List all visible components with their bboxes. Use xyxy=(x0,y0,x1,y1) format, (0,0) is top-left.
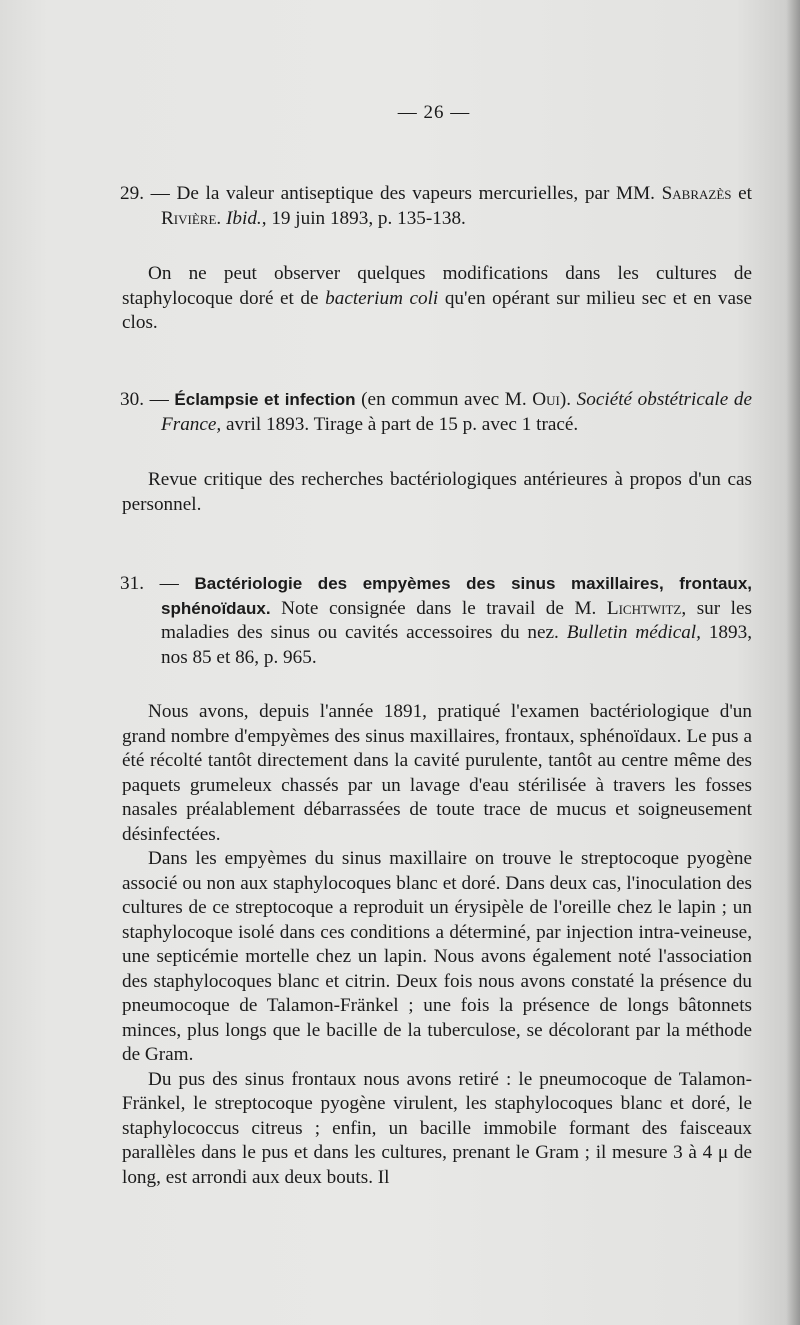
entry-number: 31. xyxy=(120,573,144,594)
publication-details: avril 1893. Tirage à part de 15 p. avec 1 tracé. xyxy=(221,413,579,435)
entry-31-body xyxy=(122,700,752,1190)
entry-29-summary: On ne peut observer quelques modifications dans les cultures de staphylocoque doré et de bacterium coli qu'en opérant sur milieu sec et en vase clos. xyxy=(122,263,753,333)
publication-details: 1893, nos 85 et 86, p. 965. xyxy=(161,622,753,668)
publication-name: Société obstétricale de France, xyxy=(161,389,752,435)
paragraph: Du pus des sinus frontaux nous avons retiré : le pneumocoque de Talamon-Fränkel, le streptocoque pyogène virulent, les staphylocoques blanc et doré, le staphylococcus citreus ; enfin, un bacille immobile formant des faisceaux parallèles dans le pus et dans les cultures, prenant le Gram ; il mesure 3 à 4 μ de long, est arrondi aux deux bouts. Il xyxy=(122,1068,752,1188)
entry-30-reference: 30. — Éclampsie et infection (en commun avec M. Oui). Société obstétricale de France, avril 1893. Tirage à part de 15 p. avec 1 tracé. xyxy=(120,389,752,435)
author-name: Lichtwitz xyxy=(606,597,682,619)
entry-title: Bactériologie des empyèmes des sinus maxillaires, frontaux, sphénoïdaux. xyxy=(161,574,752,618)
paragraph: Nous avons, depuis l'année 1891, pratiqué l'examen bactériologique d'un grand nombre d'empyèmes des sinus maxillaires, frontaux, sphénoïdaux. Le pus a été récolté tantôt directement dans la cavité purulente, tantôt au centre même des paquets grumeleux chassés par un lavage d'eau stérilisée à travers les fosses nasales préalablement débarrassées de toute trace de mucus et soigneusement désinfectées. xyxy=(122,701,752,845)
author-name: Sabrazès xyxy=(661,183,732,204)
author-name: Rivière xyxy=(161,207,217,229)
page-number: — 26 — xyxy=(397,102,471,123)
author-name: Oui xyxy=(532,389,560,410)
entry-title: De la valeur antiseptique des vapeurs mercurielles, par MM. xyxy=(176,183,655,204)
page-edge-shadow xyxy=(786,0,800,1325)
entry-title: Éclampsie et infection xyxy=(174,390,356,409)
entry-31-reference: 31. — Bactériologie des empyèmes des sinus maxillaires, frontaux, sphénoïdaux. Note consignée dans le travail de M. Lichtwitz, sur les maladies des sinus ou cavités accessoires du nez. Bulletin médical, 1893, nos 85 et 86, p. 965. xyxy=(120,573,753,668)
publication-name: Ibid. xyxy=(226,207,262,229)
entry-29-reference: 29. — De la valeur antiseptique des vapeurs mercurielles, par MM. Sabrazès et Rivière. Ibid., 19 juin 1893, p. 135-138. xyxy=(120,183,753,229)
entry-number: 30. xyxy=(120,389,144,410)
entry-30-summary: Revue critique des recherches bactériologiques antérieures à propos d'un cas personnel. xyxy=(122,469,752,515)
publication-details: , 19 juin 1893, p. 135-138. xyxy=(261,207,466,229)
paragraph: Dans les empyèmes du sinus maxillaire on trouve le streptocoque pyogène associé ou non aux staphylocoques blanc et doré. Dans deux cas, l'inoculation des cultures de ce streptocoque a reproduit un érysipèle de l'oreille chez le lapin ; un staphylocoque isolé dans ces conditions a déterminé, par injection intra-veineuse, une septicémie mortelle chez un lapin. Nous avons également noté l'association des staphylocoques blanc et citrin. Deux fois nous avons constaté la présence du pneumocoque de Talamon-Fränkel ; une fois la présence de longs bâtonnets minces, plus longs que le bacille de la tuberculose, se décolorant par la méthode de Gram. xyxy=(122,848,752,1065)
publication-name: Bulletin médical, xyxy=(566,622,701,643)
entry-number: 29. xyxy=(120,183,144,204)
